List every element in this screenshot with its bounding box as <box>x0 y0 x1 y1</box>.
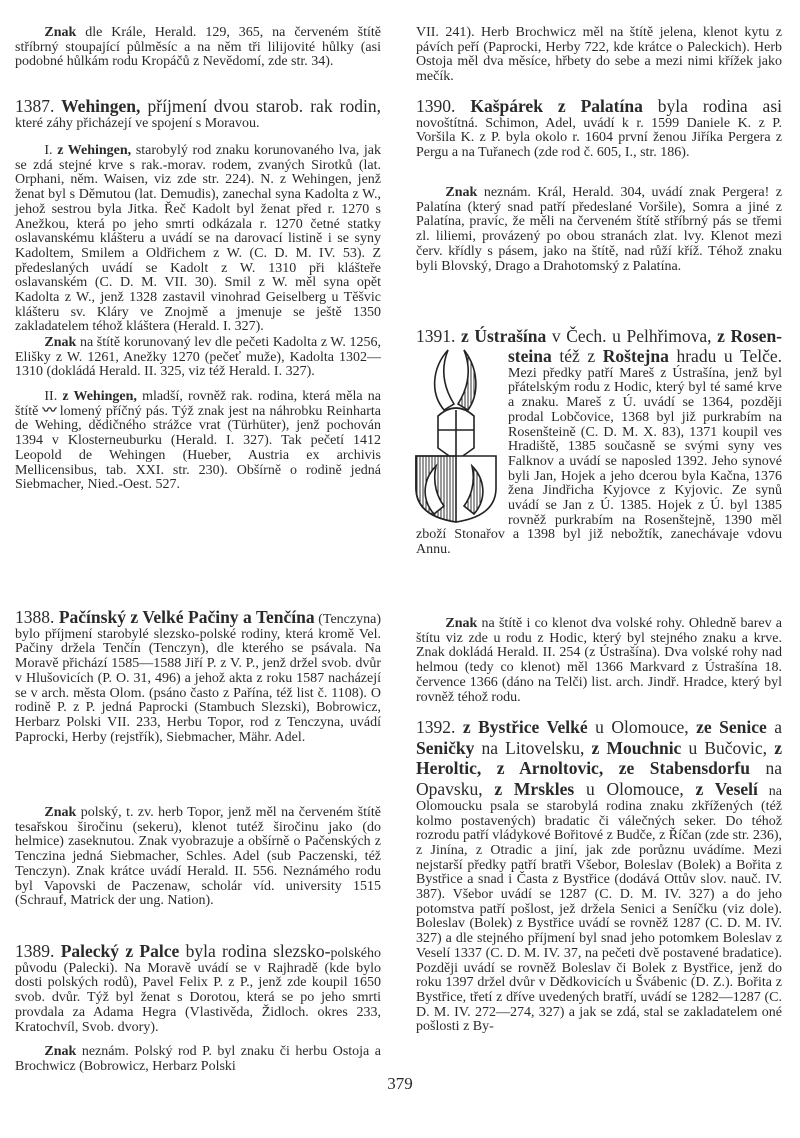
text-run: novoštítná. Schimon, Adel, uvádí k r. 1599 Daniele K. z P. Voršila K. z P. byla okolo r. 1604 první ženou Jiříka Pergera z Pergu a na Tuřanech (zde rod č. 605, I., str. 186). <box>416 115 782 161</box>
text-run: II. <box>44 389 63 404</box>
entry-heading-text: u Olomouce, <box>587 717 697 737</box>
entry-1392-heading <box>416 717 782 1035</box>
text-run: dle Krále, Herald. 129, 365, na červeném štítě stříbrný stoupající půlměsíc a na něm tři lilijovité hůlky (asi podobné hůlkám rodu Kropáčů z Nevědomí, zde str. 34). <box>15 25 381 70</box>
entry-heading-text: též z <box>551 346 603 366</box>
entry-heading-text: byla rodina slezsko- <box>179 941 331 961</box>
entry-name: z Mrskles <box>494 779 575 800</box>
paragraph <box>416 186 782 274</box>
entry-heading-text: 1387. <box>15 96 55 116</box>
entry-1391-body <box>416 346 782 558</box>
text-run: na Olomoucku psala se starobylá rodina znaku zkřížených (též kolmo postavených) bradatic či válečných seker. Do téhož rozrodu patří vládykové Bořitové z Budče, z Říčan (zde str. 236), z Jinína, z Otradic a jiní, jak zde porůznu uvádíme. Mezi nejstarší předky patří bratři Všebor, Boleslav (Bolek) a Bořita z Bystřice a snad i Časta z Bystřice (dodává Ottův slov. nauč. IV. 387). Všebor uvádí se 1287 (C. D. M. IV. 327) a do jeho potomstva patří pošlost, jež držela Senici a Seníčku (viz dole). Boleslav (Bolek) z Bystřice uvádí se rovněž 1287 (C. D. M. IV. 327) a dle stejného příjmení byl snad jeho potomkem Boleslav z Veselí 1337 (C. D. M. IV. 37, na pečeti dvě postavené bradatice). Později uvádí se rovněž Boleslav či Bolek z Bystřice, jenž do roku 1397 držel dvůr v Dědkovicích u Švábenic (D. Z.). Bořita z Bystřice, třetí z dříve uvedených bratří, uvádí se 1282—1287 (C. D. M. IV. 272—274, 327) a jak se zdá, stal se zakladatelem oné pošlosti z By- <box>416 784 782 1035</box>
text-run: neznám. Král, Herald. 304, uvádí znak Pergera! z Palatína (který snad patří předeslané Voršile), Somra a jiné z Palatína, pravíc, že měli na červeném štítě stříbrný pás se třemi zl. liliemi, provázený po obou stranách zlat. lvy. Klenot mezi červ. křídly s pásem, jako na štítě, nad růží kříž. Téhož znaku byli Blovský, Drago a Drahotomský z Palatína. <box>416 185 782 274</box>
entry-name: z Bystřice Velké <box>455 717 588 737</box>
entry-1389-heading <box>15 941 381 1035</box>
keyword-bold: z Wehingen, <box>57 143 132 158</box>
text-run: na štítě korunovaný lev dle pečeti Kadolta z W. 1256, Elišky z W. 1261, Anežky 1270 (pečeť muže), Kadolta 1302—1310 (dokládá Herald. II. 325, viz též Herald. I. 327). <box>15 335 381 380</box>
text-run: neznám. Polský rod P. byl znaku či herbu Ostoja a Brochwicz (Bobrowicz, Herbarz Polski <box>15 1044 381 1074</box>
text-run: I. <box>44 143 58 158</box>
keyword-bold: Znak <box>44 335 77 350</box>
entry-name: z Ústrašína <box>455 326 547 346</box>
entry-name: Palecký z Palce <box>54 941 180 961</box>
entry-name: Roštejna <box>602 346 669 366</box>
text-run: polského původu (Palecki). Na Moravě uvádí se v Rajhradě (kde bylo dosti polských rodů), Pavel Felix P. z P., jenž zde koupil 1650 svob. dvůr. Týž byl ženat s Dorotou, která se po jeho smrti provdala za Adama Hegra (Vlastivěda, Židloch. okres 233, Kratochvíl, Svob. dvory). <box>15 946 381 1035</box>
entry-heading-text: na Litovelsku, <box>474 737 592 758</box>
entry-heading-text: na Opavsku, <box>416 758 782 800</box>
keyword-bold: Znak <box>44 25 77 40</box>
entry-name: Seničky <box>416 737 475 758</box>
shield-icon <box>416 456 496 522</box>
paragraph <box>416 26 782 85</box>
paragraph <box>15 336 381 380</box>
entry-heading-text: 1389. <box>15 941 55 961</box>
text-run: starobylý rod znaku korunovaného lva, jak se zdá stejné krve s rak.-morav. rodem, zvaných Sirotků (lat. Orphani, něm. Waisen, viz zde str. 224). N. z Wehingen, jenž ženat byl s Děmutou (lat. Demudis), zanechal syna Kadolta z W., jehož sestrou byla Jitka. Řeč Kadolt byl ženat před r. 1270 s Anežkou, která po jeho smrti odkázala r. 1270 četné statky oslavanskému klášteru a uvádí se na darovací listině i se syny Kadoltem, Smilem a Oldřichem z W. (C. D. M. IV. 53). Z předeslaných uvádí se Kadolt z W. 1310 při klášteře oslavanském (C. D. M. VII. 30). Smil z W. měl syna opět Kadolta z W., jenž 1328 zastavil vinohrad Geiselberg u Těšvic klášteru sv. Kláry ve Znojmě a jmenuje se ještě 1350 zakladatelem téhož kláštera (Herald. I. 327). <box>15 143 381 335</box>
paragraph <box>15 1045 381 1074</box>
entry-name: z Mouchnic <box>591 737 682 758</box>
coat-of-arms-illustration <box>410 338 502 524</box>
entry-1390-heading <box>416 96 782 161</box>
entry-heading-text: byla rodina asi <box>642 96 782 116</box>
text-run: mladší, rovněž rak. rodina, která měla na štítě <box>15 389 381 419</box>
wavy-bar-symbol-icon: 〰 <box>42 403 56 419</box>
text-run: které záhy přicházejí ve spojení s Moravou. <box>15 115 260 131</box>
text-run: polský, t. zv. herb Topor, jenž měl na červeném štítě tesařskou širočinu (sekeru), klenot tutéž širočinu jako (do helmice) zaseknutou. Znak vyobrazuje a obšírně o Pačenských z Tenczina jedná Siebmacher, Schles. Adel (sub Paczenski, též Tenczyn). Znak krátce uvádí Herald. II. 556. Neznámého rodu byl Vapovski de Paczenaw, scholár víd. university 1515 (Schrauf, Matrick der ung. Nation). <box>15 805 381 909</box>
text-run: VII. 241). Herb Brochwicz měl na štítě jelena, klenot kytu z pávích peří (Paprocki, Herby 722, kde krátce o Paleckich). Herb Ostoja měl dva měsíce, hřbety do sebe a mezi nimi křížek jako mečík. <box>416 25 782 85</box>
entry-1387-heading <box>15 96 381 131</box>
entry-name: Kašpárek z Palatína <box>455 96 643 116</box>
keyword-bold: Znak <box>44 1044 77 1059</box>
entry-heading-text: v Čech. u Pelhřimova, <box>546 326 718 346</box>
entry-heading-text: příjmení dvou starob. rak rodin, <box>140 96 381 116</box>
text-run: lomený příčný pás. Týž znak jest na náhrobku Reinharta de Wehing, dědičného strážce vrat (Türhüter), jenž pochován 1394 v Klosterneuburku (Herald. I. 327). Tak pečetí 1412 Leopold de Wehingen (Hueber, Austria ex archivis Mellicensibus, tab. XXI. str. 230). Obšírně o rodině jedná Siebmacher, Nied.-Oest. 527. <box>15 403 381 493</box>
entry-heading-text: 1388. <box>15 607 55 627</box>
entry-heading-text: u Olomouce, <box>574 779 696 800</box>
text-run: na štítě i co klenot dva volské rohy. Ohledně barev a štítu viz zde u rodu z Hodic, který byl stejného znaku a krve. Znak dokládá Herald. II. 254 (z Ústrašína). Dva volské rohy nad helmou (tedy co klenot) měl 1366 Markvard z Ústrašína 18. července 1366 (dáno na Telči) list. arch. Jindř. Hradce, který byl rovněž téhož rodu. <box>416 616 782 705</box>
paragraph <box>15 390 381 493</box>
keyword-bold: Znak <box>445 185 478 200</box>
entry-1388-heading <box>15 607 381 745</box>
keyword-bold: Znak <box>445 616 478 631</box>
paragraph <box>15 144 381 335</box>
horns-icon <box>435 350 476 410</box>
entry-name: z Rosen- <box>717 326 783 346</box>
helmet-icon <box>438 408 474 458</box>
entry-name: steina <box>508 346 552 366</box>
page-number: 379 <box>387 1074 413 1093</box>
entry-name: Wehingen, <box>54 96 141 116</box>
paragraph <box>15 806 381 909</box>
text-run: Mezi předky patří Mareš z Ústrašína, jenž byl přátelským rodu z Hodic, který byl té samé krve a znaku. Mareš z Ú. uvádí se 1364, později prodal Lobčovice, 1368 byl již purkrabím na Rosenšteině (C. D. M. X. 83), 1371 koupil ves Hradiště, 1385 současně se svými syny ves Falknov a uvádí se naposled 1392. Jeho synové byli Jan, Hojek a jeho dcerou byla Kačna, 1376 žena Jindřicha Kyjovce z Kyjovic. Ze synů uvádí se Jan z Ú. 1385. Hojek z Ú. byl 1385 rovněž purkrabím na Rosenštejně, 1390 měl zboží Stonařov a 1398 byl již nebožtík, zanechávaje vdovu Annu. <box>416 365 782 558</box>
entry-name: Pačínský z Velké Pačiny a Tenčína <box>54 607 315 627</box>
entry-name: z Heroltic, z Arnoltovic, ze Stabensdorfu <box>416 737 782 779</box>
entry-heading-text: u Bučovic, <box>681 737 775 758</box>
entry-heading-text: a <box>766 717 782 737</box>
keyword-bold: Znak <box>44 805 77 820</box>
keyword-bold: z Wehingen, <box>62 389 137 404</box>
entry-name: z Veselí <box>695 779 758 800</box>
entry-heading-text: 1391. <box>416 326 456 346</box>
paragraph <box>416 617 782 705</box>
paragraph <box>15 26 381 70</box>
entry-heading-text: 1392. <box>416 717 456 737</box>
entry-heading-text: 1390. <box>416 96 456 116</box>
entry-heading-text: hradu u Telče. <box>668 346 782 366</box>
text-run: (Tenczyna) bylo příjmení starobylé slezsko-polské rodiny, která kromě Vel. Pačiny držela Tenčín (Tenczyn), dle kterého se psávala. Na Moravě přichází 1585—1588 Jiří P. z V. P., jenž držel svob. dvůr v Hlušovicích (P. O. 31, 496) a jehož akta z roku 1587 nacházejí se v arch. města Olom. (psáno často z Pařína, též list č. 1108). O rodině P. z P. jedná Paprocki (Stambuch Slezski), Bobrowicz, Herbarz Polski VII. 233, Herbu Topor, rod z Tenczyna, uvádí Paprocki, Herby (rejstřík), Siebmacher, Mähr. Adel. <box>15 612 381 745</box>
entry-name: ze Senice <box>696 717 767 737</box>
